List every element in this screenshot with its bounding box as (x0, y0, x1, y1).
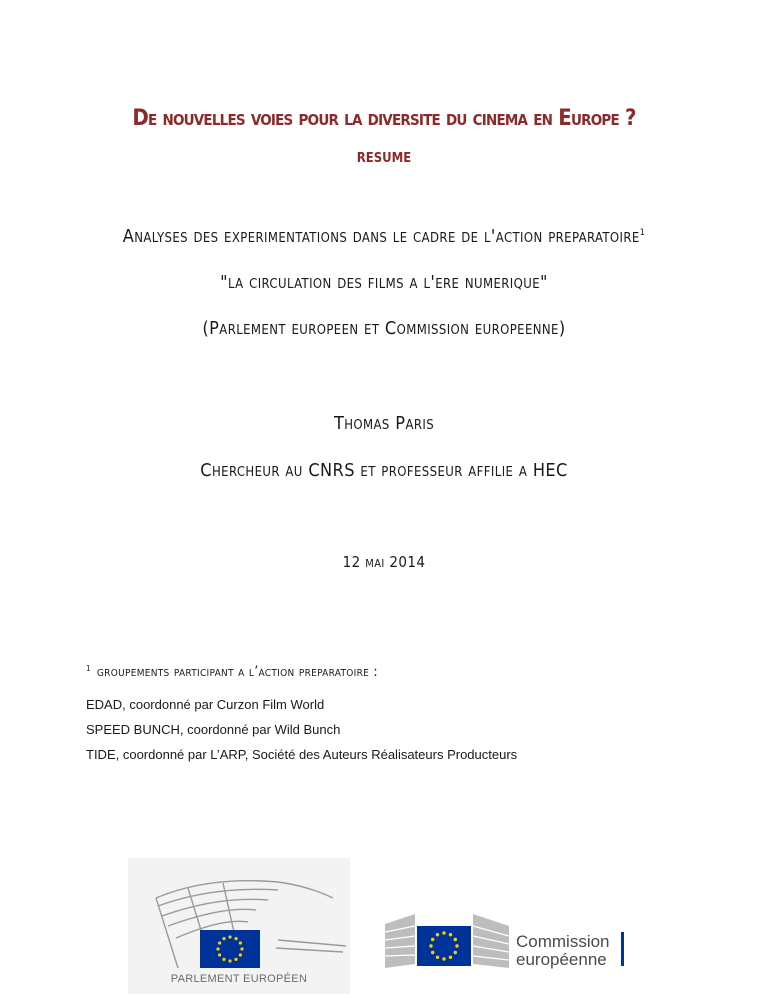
european-commission-logo (381, 904, 631, 968)
analyses-text: Analyses des experimentations dans le cadre de l'action preparatoire (122, 226, 640, 247)
european-parliament-logo (128, 858, 350, 994)
document-date (0, 553, 768, 571)
eu-star-icon (436, 933, 439, 936)
document-title: De nouvelles voies pour la diversite du cinema en Europe ? (132, 106, 636, 131)
eu-star-icon (442, 931, 445, 934)
eu-star-icon (454, 938, 457, 941)
eu-star-icon (454, 951, 457, 954)
date-month: mai (365, 553, 385, 571)
footnote-heading-marker: 1 (86, 664, 91, 673)
eu-star-icon (449, 956, 452, 959)
analyses-line (0, 226, 768, 247)
footnote-heading-text: groupements participant a l’action preparatoire : (96, 664, 378, 680)
affiliation-text-1: Chercheur au (200, 460, 309, 481)
eu-star-icon (449, 933, 452, 936)
eu-star-icon (240, 947, 243, 950)
eu-star-icon (222, 937, 225, 940)
date-day: 12 (342, 553, 361, 571)
footnote-group-item: TIDE, coordonné par L’ARP, Société des Auteurs Réalisateurs Producteurs (86, 747, 518, 762)
affiliation-cnrs: CNRS (308, 460, 355, 481)
eu-star-icon (218, 953, 221, 956)
eu-star-icon (222, 958, 225, 961)
footnote-heading (86, 664, 378, 680)
eu-star-icon (216, 947, 219, 950)
eu-star-icon (431, 938, 434, 941)
circulation-line: "la circulation des films a l'ere numerique" (220, 272, 548, 293)
footnote-group-item: EDAD, coordonné par Curzon Film World (86, 697, 325, 712)
commission-name-line2: européenne (516, 950, 607, 969)
eu-star-icon (234, 937, 237, 940)
eu-star-icon (455, 944, 458, 947)
eu-star-icon (234, 958, 237, 961)
eu-star-icon (228, 935, 231, 938)
author-name: Thomas Paris (333, 413, 435, 434)
eu-star-icon (218, 941, 221, 944)
footnote-group-item: SPEED BUNCH, coordonné par Wild Bunch (86, 722, 341, 737)
affiliation-hec: HEC (532, 460, 568, 481)
institutions-line: (Parlement europeen et Commission europeenne) (202, 318, 566, 339)
eu-star-icon (239, 953, 242, 956)
eu-star-icon (228, 959, 231, 962)
date-year: 2014 (389, 553, 426, 571)
commission-name-line1: Commission (516, 932, 610, 951)
eu-star-icon (436, 956, 439, 959)
footnote-marker: 1 (639, 228, 646, 238)
eu-star-icon (239, 941, 242, 944)
eu-star-icon (442, 957, 445, 960)
affiliation-text-2: et professeur affilie a (354, 460, 533, 481)
document-subtitle: resume (356, 145, 412, 167)
parliament-name: PARLEMENT EUROPÉEN (170, 973, 308, 985)
eu-star-icon (431, 951, 434, 954)
author-affiliation (0, 460, 768, 481)
eu-star-icon (429, 944, 432, 947)
